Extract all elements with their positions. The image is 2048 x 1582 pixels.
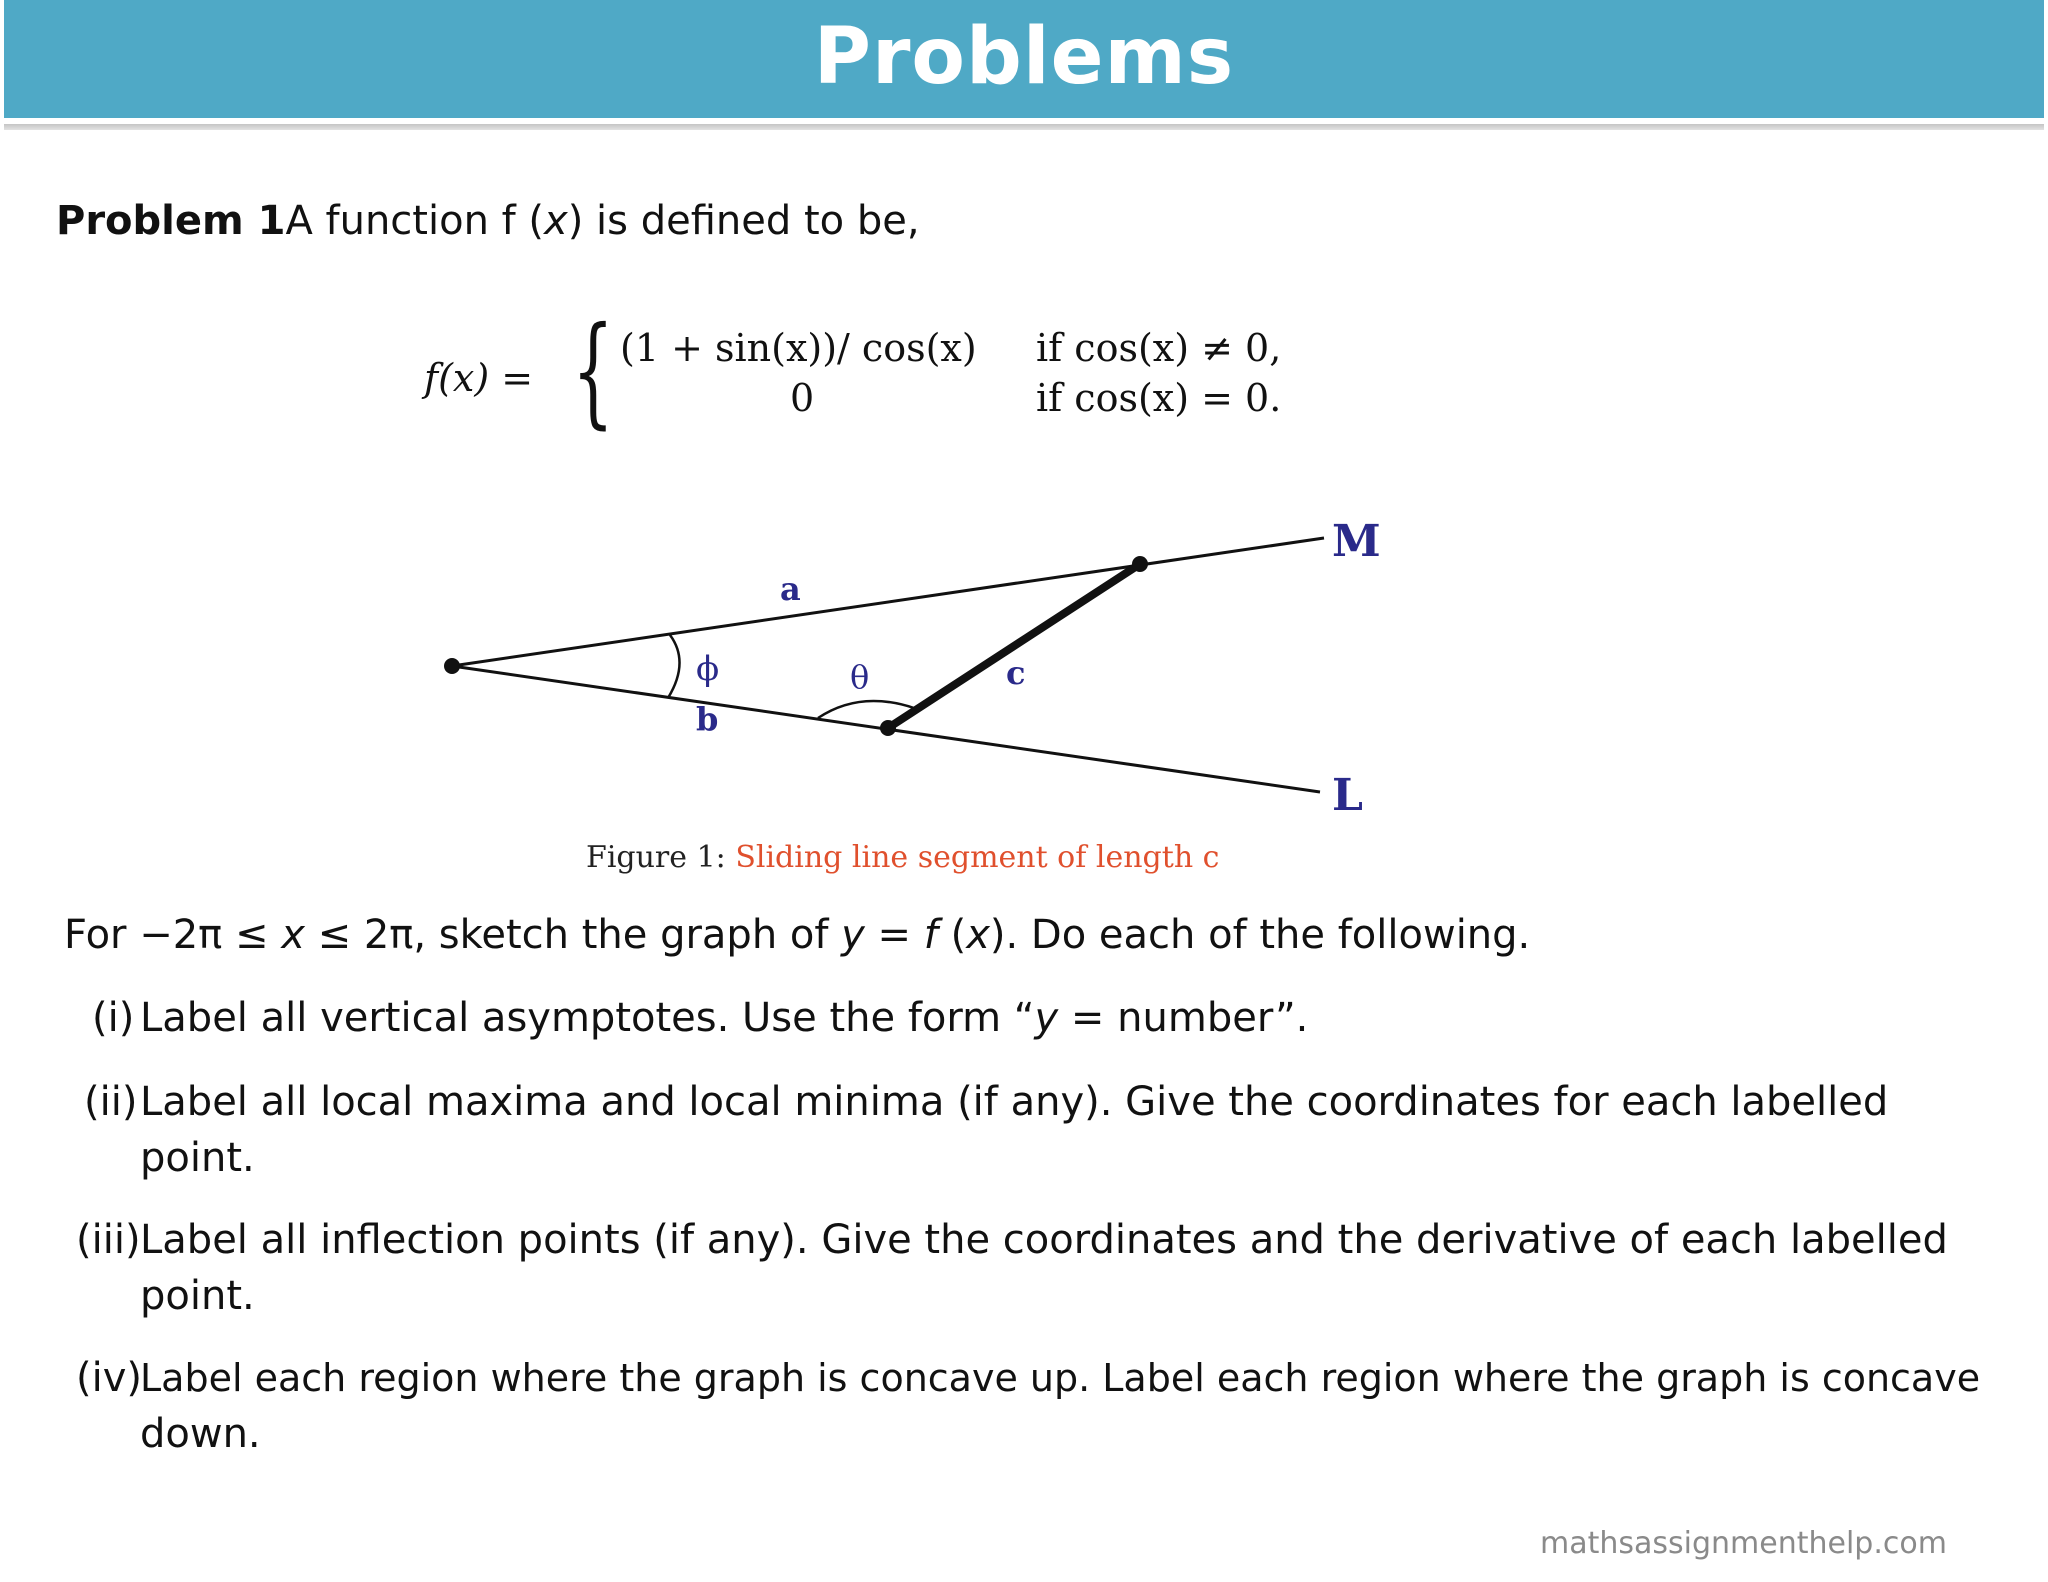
angle-theta-arc: [818, 701, 914, 718]
formula-brace: {: [572, 302, 614, 441]
formula-case1-condition: if cos(x) ≠ 0,: [1036, 326, 1282, 370]
header-divider: [4, 124, 2044, 130]
item-text-continued: point.: [140, 1273, 255, 1319]
item-number: (iv): [76, 1355, 142, 1401]
line-m: [452, 538, 1324, 666]
para-var-x: x: [281, 912, 305, 958]
problem-label: Problem 1: [56, 198, 286, 244]
item-text: Label each region where the graph is concave up. Label each region where the graph is concave: [140, 1356, 1981, 1400]
footer-site: mathsassignmenthelp.com: [1540, 1526, 1947, 1561]
problem-statement: [56, 198, 920, 244]
vertex-point: [444, 658, 460, 674]
header-bar: [4, 0, 2044, 118]
geometry-figure: [420, 500, 1420, 830]
item-var-y: y: [1034, 995, 1059, 1041]
item-text-continued: point.: [140, 1135, 255, 1181]
label-b: b: [696, 700, 719, 738]
problem-intro-var: x: [544, 198, 568, 244]
caption-text: Sliding line segment of length c: [735, 840, 1220, 875]
point-on-m: [1132, 556, 1148, 572]
problem-intro-pre: A function f (: [285, 198, 545, 244]
page-title: Problems: [813, 12, 1235, 102]
label-m: M: [1332, 516, 1381, 567]
piecewise-formula: [424, 302, 1324, 448]
angle-phi-arc: [668, 635, 680, 698]
label-a: a: [780, 570, 801, 608]
label-c: c: [1006, 654, 1026, 692]
item-text: Label all local maxima and local minima (if any). Give the coordinates for each labelled: [140, 1079, 1889, 1125]
para-text-eq: =: [864, 912, 924, 958]
para-text-mid: ≤ 2π, sketch the graph of: [304, 912, 842, 958]
segment-c: [888, 564, 1140, 728]
instruction-paragraph: [64, 912, 1530, 958]
para-text-post: ). Do each of the following.: [989, 912, 1531, 958]
caption-label: Figure 1:: [586, 840, 726, 875]
label-theta: θ: [850, 658, 870, 696]
item-text-pre: Label all vertical asymptotes. Use the form “: [140, 995, 1035, 1041]
para-text-pre: For −2π ≤: [64, 912, 282, 958]
label-phi: ϕ: [696, 649, 720, 689]
formula-case2-expression: 0: [790, 376, 815, 420]
para-var-f: f: [923, 912, 938, 958]
label-l: L: [1332, 770, 1363, 821]
item-text: [140, 990, 2000, 1046]
item-text-continued: down.: [140, 1411, 261, 1457]
item-number: (i): [92, 995, 135, 1041]
figure-caption: [586, 840, 1219, 875]
para-var-y: y: [841, 912, 865, 958]
item-text: Label all inflection points (if any). Give the coordinates and the derivative of each labelled: [140, 1217, 1948, 1263]
item-text-post: = number”.: [1058, 995, 1309, 1041]
para-var-x2: x: [966, 912, 990, 958]
formula-case2-condition: if cos(x) = 0.: [1036, 376, 1282, 420]
point-on-l: [880, 720, 896, 736]
para-text-fx: (: [937, 912, 967, 958]
formula-case1-expression: (1 + sin(x))/ cos(x): [620, 326, 977, 370]
item-number: (ii): [84, 1079, 138, 1125]
formula-lhs: f(x) =: [424, 356, 534, 400]
problem-intro-post: ) is defined to be,: [567, 198, 920, 244]
item-number: (iii): [76, 1217, 141, 1263]
